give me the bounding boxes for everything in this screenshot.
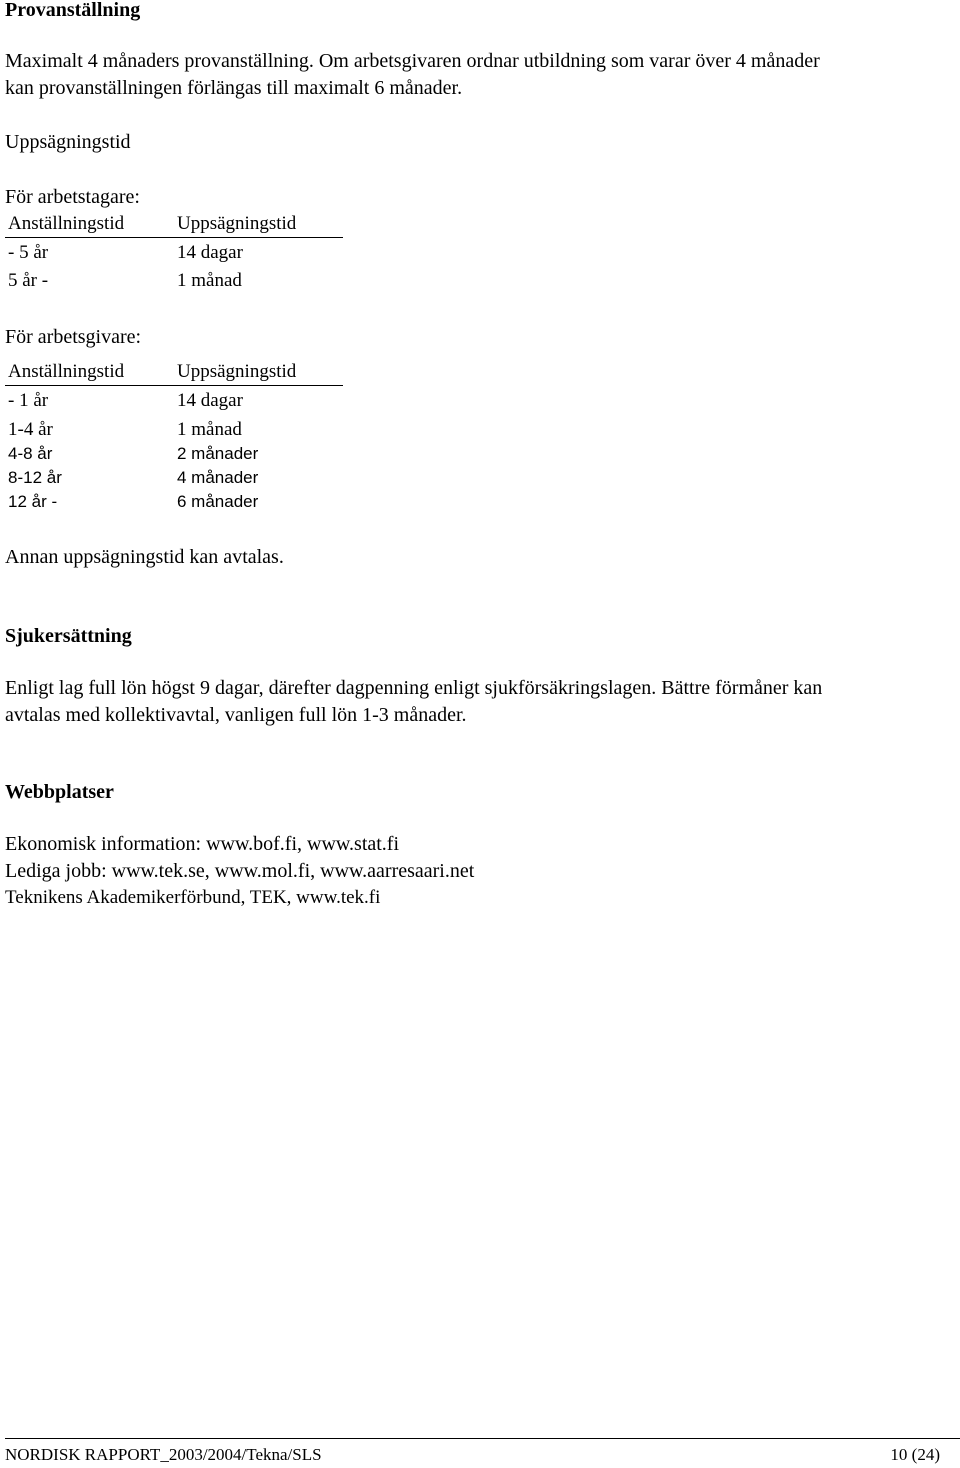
table-header-cell: Uppsägningstid bbox=[177, 213, 297, 234]
table-cell: - 5 år bbox=[8, 242, 49, 263]
website-line: Lediga jobb: www.tek.se, www.mol.fi, www.aarresaari.net bbox=[5, 860, 475, 882]
footer-page-number: 10 (24) bbox=[890, 1445, 940, 1464]
section-heading-provanstallning: Provanställning bbox=[5, 0, 141, 21]
table-cell: 14 dagar bbox=[177, 242, 243, 263]
notice-note: Annan uppsägningstid kan avtalas. bbox=[5, 546, 284, 568]
footer-report-title: NORDISK RAPPORT_2003/2004/Tekna/SLS bbox=[5, 1445, 322, 1464]
paragraph-line: avtalas med kollektivavtal, vanligen full lön 1-3 månader. bbox=[5, 704, 467, 726]
table-cell: 12 år - bbox=[8, 492, 58, 511]
employer-label: För arbetsgivare: bbox=[5, 326, 142, 348]
paragraph-line: Enligt lag full lön högst 9 dagar, därefter dagpenning enligt sjukförsäkringslagen. Bättre förmåner kan bbox=[5, 677, 823, 699]
footer-rule bbox=[5, 1438, 960, 1439]
table-cell: 8-12 år bbox=[8, 468, 62, 487]
paragraph-line: Maximalt 4 månaders provanställning. Om arbetsgivaren ordnar utbildning som varar över 4 månader bbox=[5, 50, 820, 72]
website-line: Ekonomisk information: www.bof.fi, www.stat.fi bbox=[5, 833, 400, 855]
table-cell: 1 månad bbox=[177, 270, 242, 291]
table-cell: - 1 år bbox=[8, 390, 49, 411]
website-line: Teknikens Akademikerförbund, TEK, www.tek.fi bbox=[5, 887, 381, 908]
employee-label: För arbetstagare: bbox=[5, 186, 140, 208]
table-header-cell: Anställningstid bbox=[8, 213, 125, 234]
paragraph-line: kan provanställningen förlängas till maximalt 6 månader. bbox=[5, 77, 463, 99]
table-cell: 4 månader bbox=[177, 468, 259, 487]
table-header-cell: Anställningstid bbox=[8, 361, 125, 382]
table-header-rule bbox=[5, 385, 343, 386]
section-heading-uppsagningstid: Uppsägningstid bbox=[5, 131, 131, 153]
section-heading-sjukersattning: Sjukersättning bbox=[5, 625, 132, 647]
table-header-cell: Uppsägningstid bbox=[177, 361, 297, 382]
table-cell: 5 år - bbox=[8, 270, 49, 291]
table-cell: 6 månader bbox=[177, 492, 259, 511]
table-cell: 14 dagar bbox=[177, 390, 243, 411]
table-header-rule bbox=[5, 237, 343, 238]
table-cell: 1 månad bbox=[177, 419, 242, 440]
table-cell: 2 månader bbox=[177, 444, 259, 463]
table-cell: 1-4 år bbox=[8, 419, 53, 440]
section-heading-webbplatser: Webbplatser bbox=[5, 781, 114, 803]
table-cell: 4-8 år bbox=[8, 444, 53, 463]
